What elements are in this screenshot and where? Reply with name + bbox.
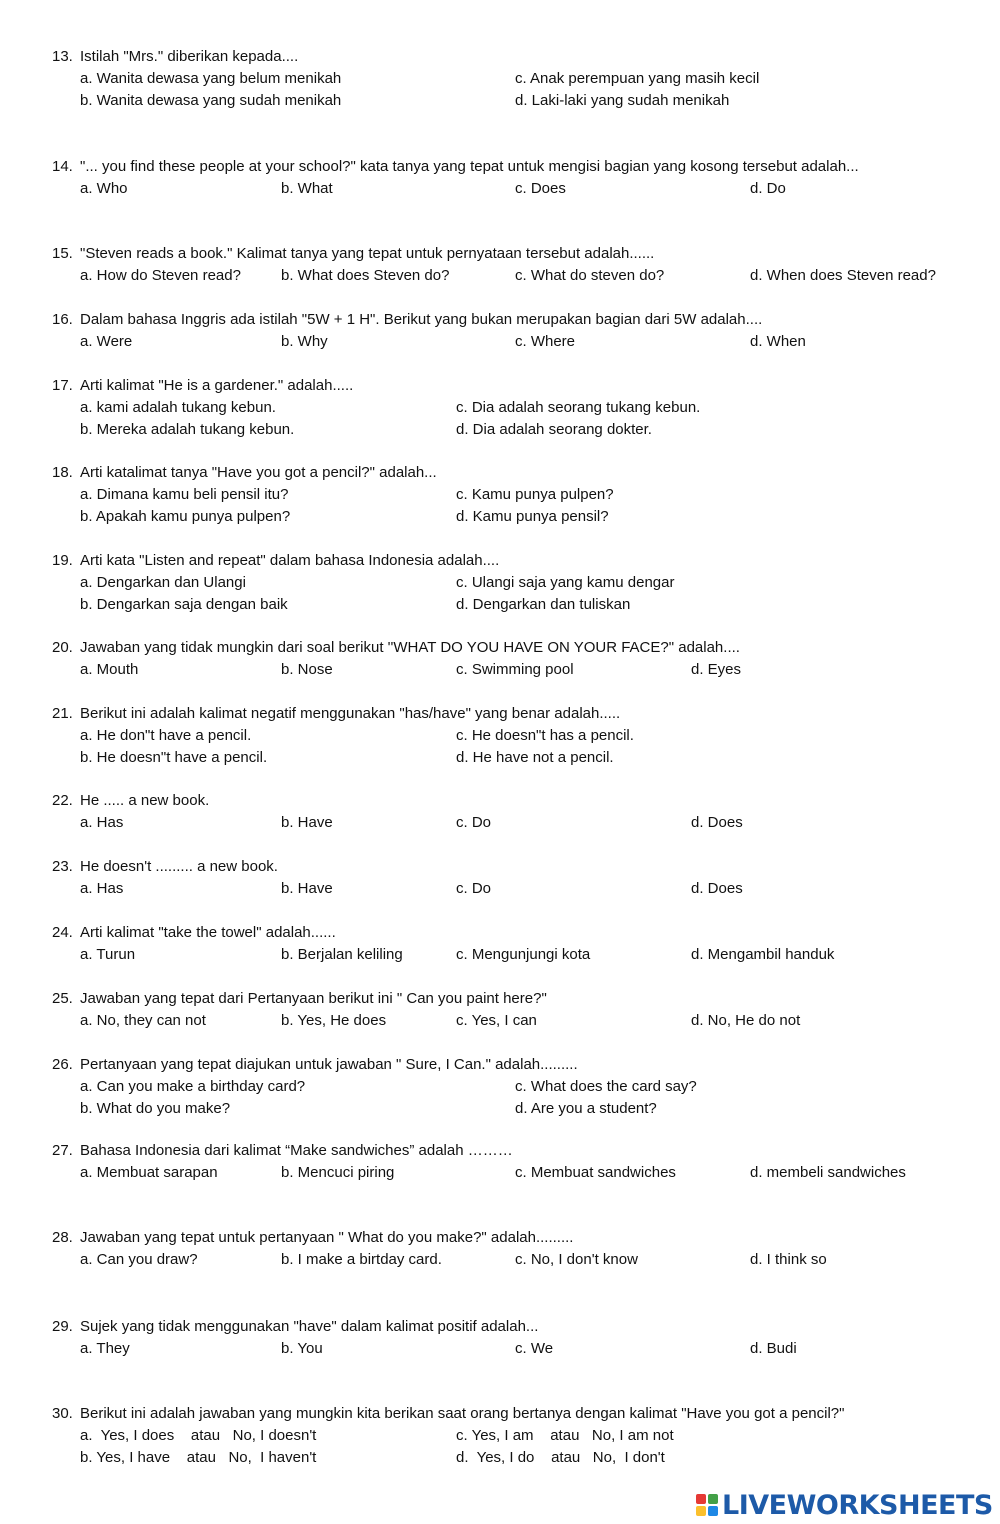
option-d[interactable]: d. When bbox=[750, 333, 806, 350]
option-d[interactable]: d. He have not a pencil. bbox=[456, 749, 614, 766]
option-b[interactable]: b. Nose bbox=[281, 661, 333, 678]
question-stem bbox=[52, 311, 762, 328]
option-a[interactable]: a. They bbox=[80, 1340, 130, 1357]
logo-square bbox=[708, 1506, 718, 1516]
option-c[interactable]: c. Does bbox=[515, 180, 566, 197]
question-text: He doesn't ......... a new book. bbox=[80, 858, 278, 875]
question-number: 16. bbox=[52, 311, 73, 328]
option-c[interactable]: c. Anak perempuan yang masih kecil bbox=[515, 70, 760, 87]
option-b[interactable]: b. Berjalan keliling bbox=[281, 946, 403, 963]
option-b[interactable]: b. What do you make? bbox=[80, 1100, 231, 1117]
question-text: "Steven reads a book." Kalimat tanya yang tepat untuk pernyataan tersebut adalah...... bbox=[80, 245, 655, 262]
question-stem bbox=[52, 924, 336, 941]
option-d[interactable]: d. membeli sandwiches bbox=[750, 1164, 906, 1181]
question-number: 13. bbox=[52, 48, 73, 65]
option-c[interactable]: c. Kamu punya pulpen? bbox=[456, 486, 614, 503]
option-b[interactable]: b. I make a birtday card. bbox=[281, 1251, 442, 1268]
option-d[interactable]: d. I think so bbox=[750, 1251, 827, 1268]
option-a[interactable]: a. How do Steven read? bbox=[80, 267, 241, 284]
question-number: 23. bbox=[52, 858, 73, 875]
option-b[interactable]: b. What bbox=[281, 180, 333, 197]
question-stem bbox=[52, 990, 547, 1007]
question-stem bbox=[52, 792, 209, 809]
question-number: 17. bbox=[52, 377, 73, 394]
option-b[interactable]: b. Mereka adalah tukang kebun. bbox=[80, 421, 295, 438]
option-a[interactable]: a. Dengarkan dan Ulangi bbox=[80, 574, 246, 591]
option-a[interactable]: a. Can you make a birthday card? bbox=[80, 1078, 306, 1095]
liveworksheets-logo[interactable] bbox=[696, 1488, 993, 1522]
option-c[interactable]: c. Where bbox=[515, 333, 576, 350]
option-c[interactable]: c. Ulangi saja yang kamu dengar bbox=[456, 574, 675, 591]
option-b[interactable]: b. Have bbox=[281, 880, 333, 897]
option-c[interactable]: c. Yes, I can bbox=[456, 1012, 537, 1029]
option-d[interactable]: d. Yes, I do atau No, I don't bbox=[456, 1449, 665, 1466]
option-c[interactable]: c. We bbox=[515, 1340, 554, 1357]
option-b[interactable]: b. Yes, He does bbox=[281, 1012, 387, 1029]
option-b[interactable]: b. Apakah kamu punya pulpen? bbox=[80, 508, 291, 525]
question-stem bbox=[52, 1056, 578, 1073]
logo-square bbox=[696, 1494, 706, 1504]
logo-square bbox=[696, 1506, 706, 1516]
option-c[interactable]: c. Dia adalah seorang tukang kebun. bbox=[456, 399, 701, 416]
option-c[interactable]: c. What does the card say? bbox=[515, 1078, 697, 1095]
option-d[interactable]: d. Kamu punya pensil? bbox=[456, 508, 609, 525]
question-number: 14. bbox=[52, 158, 73, 175]
option-c[interactable]: c. What do steven do? bbox=[515, 267, 665, 284]
question-stem bbox=[52, 158, 859, 175]
option-d[interactable]: d. Do bbox=[750, 180, 786, 197]
option-c[interactable]: c. Mengunjungi kota bbox=[456, 946, 591, 963]
question-stem bbox=[52, 639, 740, 656]
question-number: 25. bbox=[52, 990, 73, 1007]
question-number: 26. bbox=[52, 1056, 73, 1073]
option-a[interactable]: a. Wanita dewasa yang belum menikah bbox=[80, 70, 342, 87]
option-c[interactable]: c. No, I don't know bbox=[515, 1251, 638, 1268]
question-text: Arti katalimat tanya "Have you got a pencil?" adalah... bbox=[80, 464, 437, 481]
question-number: 27. bbox=[52, 1142, 73, 1159]
option-a[interactable]: a. Has bbox=[80, 814, 124, 831]
option-d[interactable]: d. Laki-laki yang sudah menikah bbox=[515, 92, 730, 109]
question-stem bbox=[52, 1405, 844, 1422]
question-stem bbox=[52, 464, 437, 481]
question-text: Berikut ini adalah jawaban yang mungkin kita berikan saat orang bertanya dengan kalimat "Have you got a pencil?" bbox=[80, 1405, 845, 1422]
option-a[interactable]: a. Were bbox=[80, 333, 133, 350]
option-a[interactable]: a. Mouth bbox=[80, 661, 139, 678]
option-a[interactable]: a. No, they can not bbox=[80, 1012, 206, 1029]
option-b[interactable]: b. Dengarkan saja dengan baik bbox=[80, 596, 288, 613]
question-number: 18. bbox=[52, 464, 73, 481]
question-text: "... you find these people at your school?" kata tanya yang tepat untuk mengisi bagian yang kosong tersebut adalah... bbox=[80, 158, 859, 175]
option-d[interactable]: d. When does Steven read? bbox=[750, 267, 936, 284]
option-c[interactable]: c. He doesn"t has a pencil. bbox=[456, 727, 634, 744]
option-a[interactable]: a. Dimana kamu beli pensil itu? bbox=[80, 486, 289, 503]
option-d[interactable]: d. Dia adalah seorang dokter. bbox=[456, 421, 652, 438]
question-text: Jawaban yang tepat untuk pertanyaan " What do you make?" adalah......... bbox=[80, 1229, 574, 1246]
option-c[interactable]: c. Do bbox=[456, 814, 492, 831]
question-text: Jawaban yang tidak mungkin dari soal berikut ''WHAT DO YOU HAVE ON YOUR FACE?" adalah.... bbox=[80, 639, 740, 656]
option-d[interactable]: d. Are you a student? bbox=[515, 1100, 657, 1117]
logo-square bbox=[708, 1494, 718, 1504]
question-text: Arti kalimat "take the towel" adalah...... bbox=[80, 924, 336, 941]
option-a[interactable]: a. Yes, I does atau No, I doesn't bbox=[80, 1427, 317, 1444]
option-c[interactable]: c. Yes, I am atau No, I am not bbox=[456, 1427, 674, 1444]
option-d[interactable]: d. No, He do not bbox=[691, 1012, 801, 1029]
question-number: 28. bbox=[52, 1229, 73, 1246]
question-number: 21. bbox=[52, 705, 73, 722]
option-b[interactable]: b. What does Steven do? bbox=[281, 267, 450, 284]
option-d[interactable]: d. Eyes bbox=[691, 661, 742, 678]
option-b[interactable]: b. He doesn"t have a pencil. bbox=[80, 749, 268, 766]
question-number: 15. bbox=[52, 245, 73, 262]
question-text: Dalam bahasa Inggris ada istilah "5W + 1 H". Berikut yang bukan merupakan bagian dari 5W adalah.... bbox=[80, 311, 763, 328]
question-text: Jawaban yang tepat dari Pertanyaan berikut ini " Can you paint here?" bbox=[80, 990, 547, 1007]
question-text: Sujek yang tidak menggunakan "have" dalam kalimat positif adalah... bbox=[80, 1318, 539, 1335]
question-number: 24. bbox=[52, 924, 73, 941]
liveworksheets-logo-icon bbox=[696, 1494, 718, 1516]
question-number: 19. bbox=[52, 552, 73, 569]
option-a[interactable]: a. kami adalah tukang kebun. bbox=[80, 399, 276, 416]
option-d[interactable]: d. Budi bbox=[750, 1340, 797, 1357]
question-stem bbox=[52, 858, 278, 875]
option-c[interactable]: c. Swimming pool bbox=[456, 661, 574, 678]
option-c[interactable]: c. Membuat sandwiches bbox=[515, 1164, 676, 1181]
question-stem bbox=[52, 1229, 573, 1246]
question-number: 22. bbox=[52, 792, 73, 809]
option-a[interactable]: a. Turun bbox=[80, 946, 136, 963]
option-b[interactable]: b. You bbox=[281, 1340, 323, 1357]
question-text: Istilah "Mrs." diberikan kepada.... bbox=[80, 48, 299, 65]
option-a[interactable]: a. Who bbox=[80, 180, 128, 197]
question-stem bbox=[52, 705, 620, 722]
question-stem bbox=[52, 1142, 513, 1159]
option-a[interactable]: a. Membuat sarapan bbox=[80, 1164, 218, 1181]
question-stem bbox=[52, 48, 298, 65]
brand-name: LIVEWORKSHEETS bbox=[722, 1489, 993, 1521]
option-b[interactable]: b. Yes, I have atau No, I haven't bbox=[80, 1449, 317, 1466]
option-c[interactable]: c. Do bbox=[456, 880, 492, 897]
question-stem bbox=[52, 377, 353, 394]
question-stem bbox=[52, 245, 654, 262]
question-text: Arti kata "Listen and repeat" dalam bahasa Indonesia adalah.... bbox=[80, 552, 500, 569]
question-number: 30. bbox=[52, 1405, 73, 1422]
option-b[interactable]: b. Have bbox=[281, 814, 333, 831]
question-text: Berikut ini adalah kalimat negatif menggunakan "has/have" yang benar adalah..... bbox=[80, 705, 621, 722]
question-number: 20. bbox=[52, 639, 73, 656]
option-b[interactable]: b. Mencuci piring bbox=[281, 1164, 395, 1181]
question-text: Bahasa Indonesia dari kalimat “Make sandwiches” adalah ……… bbox=[80, 1142, 513, 1159]
question-text: Arti kalimat "He is a gardener." adalah..... bbox=[80, 377, 354, 394]
option-b[interactable]: b. Why bbox=[281, 333, 328, 350]
option-d[interactable]: d. Dengarkan dan tuliskan bbox=[456, 596, 631, 613]
option-d[interactable]: d. Does bbox=[691, 880, 743, 897]
question-stem bbox=[52, 1318, 538, 1335]
option-a[interactable]: a. He don"t have a pencil. bbox=[80, 727, 252, 744]
option-a[interactable]: a. Can you draw? bbox=[80, 1251, 198, 1268]
question-stem bbox=[52, 552, 499, 569]
question-number: 29. bbox=[52, 1318, 73, 1335]
option-d[interactable]: d. Mengambil handuk bbox=[691, 946, 835, 963]
option-b[interactable]: b. Wanita dewasa yang sudah menikah bbox=[80, 92, 342, 109]
question-text: Pertanyaan yang tepat diajukan untuk jawaban " Sure, I Can." adalah......... bbox=[80, 1056, 578, 1073]
question-text: He ..... a new book. bbox=[80, 792, 210, 809]
option-d[interactable]: d. Does bbox=[691, 814, 743, 831]
option-a[interactable]: a. Has bbox=[80, 880, 124, 897]
